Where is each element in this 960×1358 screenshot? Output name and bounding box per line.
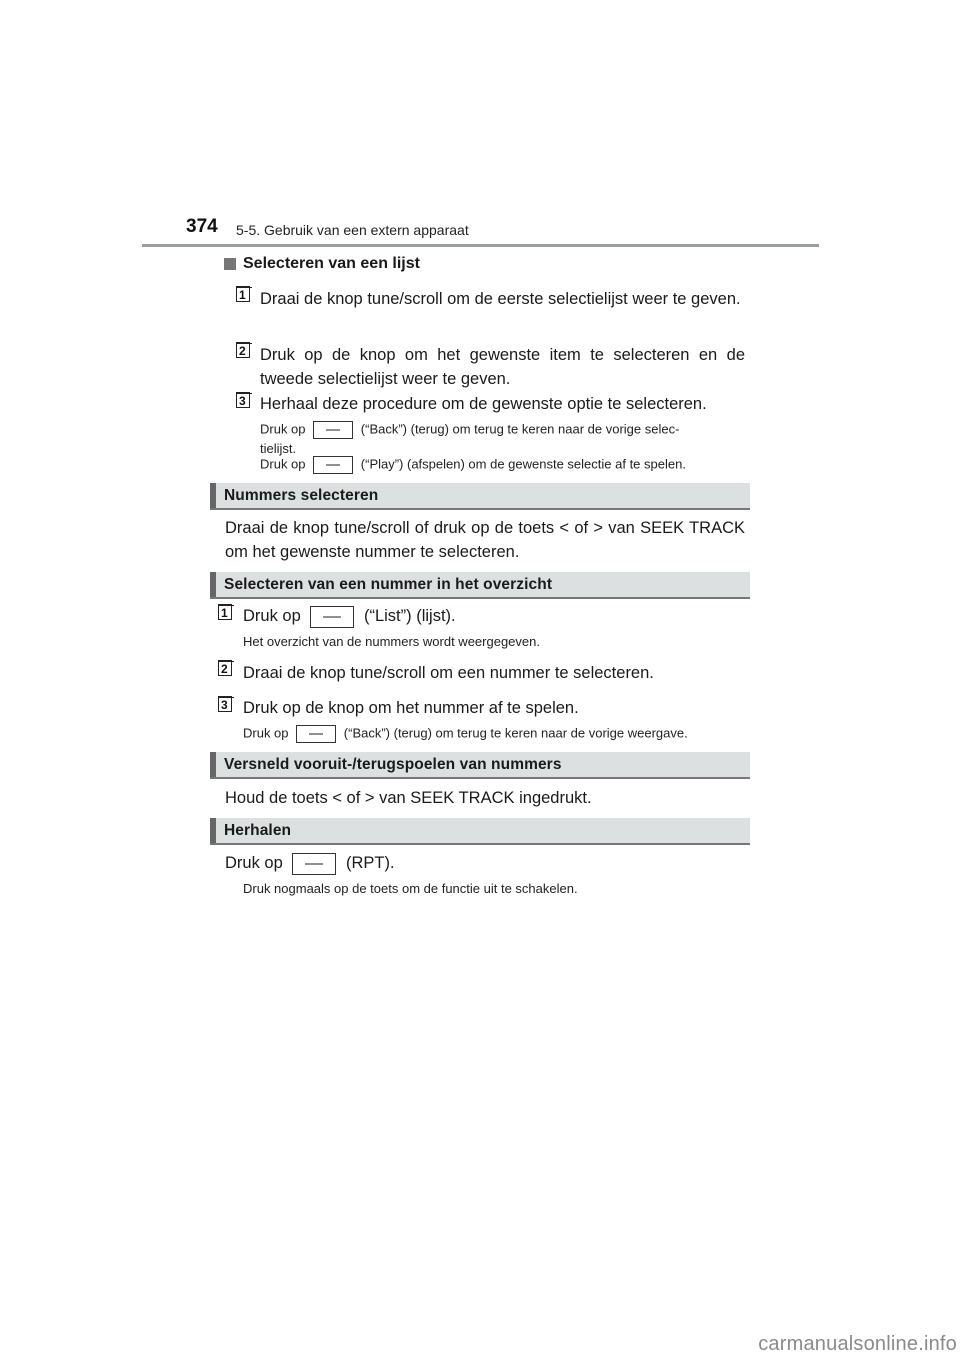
note: Druk op (“Back”) (terug) om terug te keren naar de vorige selec-	[260, 421, 745, 439]
note-continued: tielijst.	[260, 441, 297, 456]
step-text: Draai de knop tune/scroll om de eerste selectielijst weer te geven.	[260, 290, 741, 308]
running-title: 5-5. Gebruik van een extern apparaat	[236, 222, 469, 238]
square-bullet-icon	[224, 258, 236, 270]
section-bar-versneld	[210, 752, 750, 779]
step-text: Druk op (“List”) (lijst).	[243, 604, 456, 628]
section-title: Herhalen	[224, 822, 292, 839]
back-button-icon	[313, 421, 353, 439]
step-number: 2	[236, 342, 250, 358]
step-number: 3	[236, 392, 250, 408]
section-title: Versneld vooruit-/terugspoelen van nummers	[224, 756, 562, 773]
step-text: Druk op de knop om het gewenste item te selecteren en de tweede selectielijst weer te geven.	[260, 346, 745, 388]
note: Druk op (“Play”) (afspelen) om de gewenste selectie af te spelen.	[260, 456, 745, 474]
step-note: Druk op (“Back”) (terug) om terug te keren naar de vorige weergave.	[243, 725, 688, 743]
header-rule	[142, 244, 819, 247]
back-button-icon	[296, 725, 336, 743]
section-title: Nummers selecteren	[224, 487, 379, 504]
section-text: Houd de toets < of > van SEEK TRACK ingedrukt.	[225, 789, 592, 807]
subsection-title: Selecteren van een lijst	[243, 255, 420, 272]
watermark: carmanualsonline.info	[758, 1333, 957, 1355]
list-button-icon	[310, 606, 354, 628]
step-note: Het overzicht van de nummers wordt weergegeven.	[243, 634, 540, 649]
step-number: 3	[218, 696, 232, 712]
subsection-heading	[224, 255, 420, 273]
step-text: Druk op de knop om het nummer af te spelen.	[243, 699, 579, 717]
step-text: Herhaal deze procedure om de gewenste optie te selecteren.	[260, 395, 707, 413]
step-text: Draai de knop tune/scroll om een nummer te selecteren.	[243, 664, 654, 682]
section-note: Druk nogmaals op de toets om de functie uit te schakelen.	[243, 881, 578, 896]
step-number: 2	[218, 660, 232, 676]
step-number: 1	[236, 286, 250, 302]
page-number: 374	[186, 216, 218, 237]
section-bar-herhalen	[210, 818, 750, 845]
play-button-icon	[313, 456, 353, 474]
rpt-button-icon	[292, 853, 336, 875]
step-number: 1	[218, 604, 232, 620]
section-bar-nummers	[210, 483, 750, 510]
section-title: Selecteren van een nummer in het overzicht	[224, 576, 553, 593]
section-bar-overzicht	[210, 572, 750, 599]
section-text: Druk op (RPT).	[225, 851, 395, 875]
section-text: Draai de knop tune/scroll of druk op de toets < of > van SEEK TRACK om het gewenste nummer te selecteren.	[225, 519, 745, 561]
